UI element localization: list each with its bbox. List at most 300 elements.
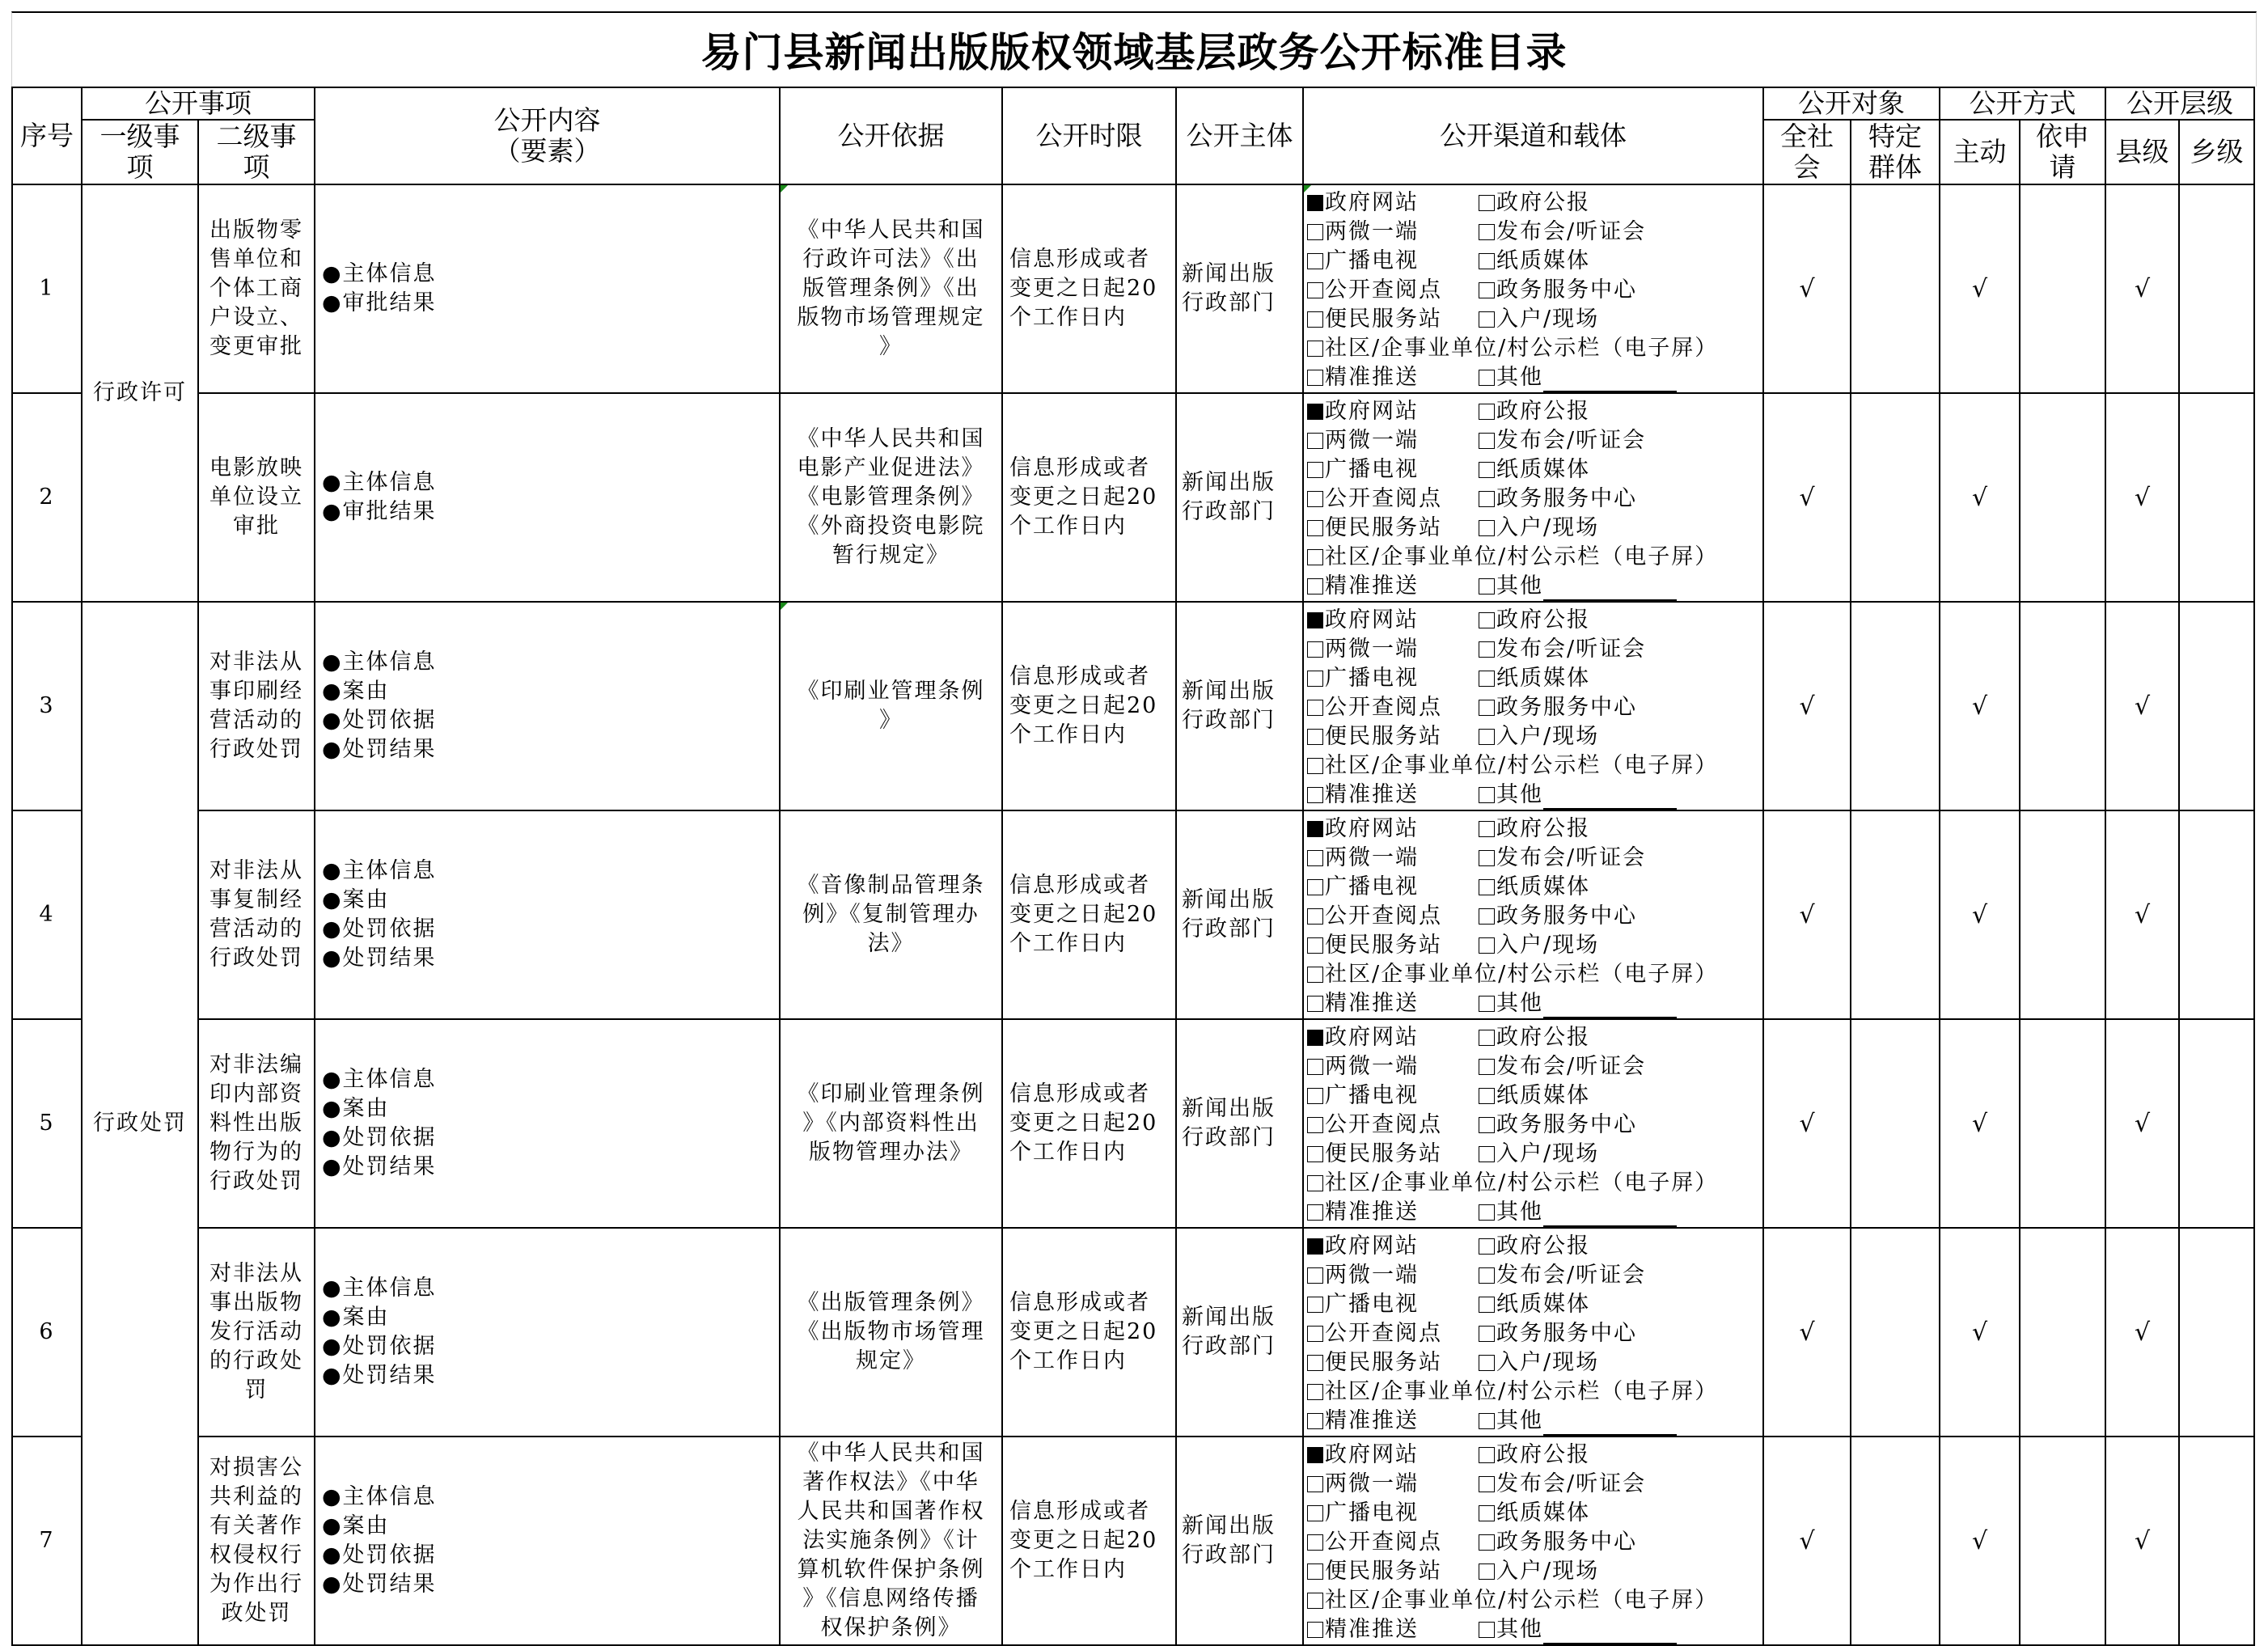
channel-option xyxy=(1307,1141,1442,1166)
checkbox-icon xyxy=(1479,671,1495,687)
channel-option xyxy=(1479,931,1599,960)
time-limit-line: 变更之日起20 xyxy=(1009,1528,1158,1553)
header-level-county: 县级 xyxy=(2105,120,2179,184)
element-item: ●处罚依据 xyxy=(322,916,437,941)
channel-line xyxy=(1307,989,1762,1018)
level2-line: 行政处罚 xyxy=(209,737,303,762)
table-row xyxy=(12,393,2254,602)
element-item: ●处罚依据 xyxy=(322,708,437,733)
time-limit-line: 个工作日内 xyxy=(1009,722,1127,747)
channel-label: 纸质媒体 xyxy=(1496,457,1590,482)
checkbox-icon xyxy=(1307,1413,1323,1429)
checkbox-icon xyxy=(1307,341,1323,357)
channel-label: 公开查阅点 xyxy=(1325,695,1442,720)
checkbox-icon xyxy=(1307,1476,1323,1492)
checkbox-icon xyxy=(1479,1447,1495,1463)
basis-line: 暂行规定》 xyxy=(832,543,950,568)
channel-option xyxy=(1479,1111,1637,1140)
header-level-group: 公开层级 xyxy=(2105,87,2254,120)
checkbox-icon xyxy=(1307,1384,1323,1400)
table-row xyxy=(12,184,2254,393)
table-row xyxy=(12,602,2254,810)
header-audience-specific-line: 特定 xyxy=(1868,121,1922,152)
channel-option xyxy=(1479,1441,1590,1470)
channel-label: 精准推送 xyxy=(1325,573,1419,599)
channel-option xyxy=(1307,1233,1419,1259)
checked-box-icon xyxy=(1307,1030,1323,1046)
channel-label: 两微一端 xyxy=(1325,1263,1419,1288)
channel-label: 发布会/听证会 xyxy=(1496,428,1647,453)
checkbox-icon xyxy=(1307,282,1323,298)
basis-line: 版物管理办法》 xyxy=(809,1140,973,1165)
checkbox-icon xyxy=(1307,462,1323,478)
time-limit-line: 个工作日内 xyxy=(1009,1140,1127,1165)
channel-label: 两微一端 xyxy=(1325,428,1419,453)
time-limit-line: 变更之日起20 xyxy=(1009,1319,1158,1344)
channel-option xyxy=(1479,1528,1637,1557)
header-audience-all-line: 全社 xyxy=(1780,121,1834,152)
level-township-cell xyxy=(2179,1019,2254,1228)
basis-line: 《印刷业管理条例 xyxy=(797,679,985,704)
channel-option xyxy=(1479,873,1590,902)
channel-option xyxy=(1307,1500,1419,1525)
channel-option xyxy=(1307,782,1419,807)
level2-line: 权侵权行 xyxy=(209,1542,303,1568)
level2-line: 罚 xyxy=(244,1377,269,1403)
basis-line: 法》 xyxy=(867,931,915,956)
header-level1 xyxy=(82,120,198,184)
level1-item: 行政处罚 xyxy=(82,602,198,1645)
channel-line xyxy=(1307,572,1762,601)
basis-line: 版物市场管理规定 xyxy=(797,305,985,330)
basis-cell xyxy=(780,602,1002,810)
channel-line xyxy=(1307,397,1762,426)
channel-line xyxy=(1307,1586,1762,1615)
checked-box-icon xyxy=(1307,821,1323,837)
channel-option xyxy=(1307,365,1419,390)
channel-option xyxy=(1307,515,1442,540)
header-audience-all xyxy=(1763,120,1851,184)
basis-line: 版管理条例》《出 xyxy=(802,276,980,301)
channel-label: 公开查阅点 xyxy=(1325,903,1442,929)
channel-option xyxy=(1479,989,1677,1018)
element-item: ●审批结果 xyxy=(322,499,437,524)
channel-option xyxy=(1479,1348,1599,1377)
channel-label: 两微一端 xyxy=(1325,637,1419,662)
channel-label: 社区/企事业单位/村公示栏（电子屏） xyxy=(1325,1379,1719,1404)
checkbox-icon xyxy=(1307,370,1323,386)
channel-option xyxy=(1479,693,1637,722)
channel-option xyxy=(1479,514,1599,543)
channel-option xyxy=(1307,399,1419,424)
time-limit-line: 个工作日内 xyxy=(1009,305,1127,330)
time-limit-line: 变更之日起20 xyxy=(1009,902,1158,927)
row-seq: 5 xyxy=(12,1019,82,1228)
level2-line: 印内部资 xyxy=(209,1081,303,1107)
channel-option xyxy=(1307,1025,1419,1050)
channel-label: 其他 xyxy=(1496,782,1543,807)
checkbox-icon xyxy=(1307,311,1323,328)
channel-label: 精准推送 xyxy=(1325,1408,1419,1433)
checkbox-icon xyxy=(1479,224,1495,240)
channel-line xyxy=(1307,1232,1762,1261)
channel-label: 发布会/听证会 xyxy=(1496,1471,1647,1496)
channel-option xyxy=(1479,572,1677,601)
basis-line: 电影产业促进法》 xyxy=(797,455,985,480)
channel-label: 社区/企事业单位/村公示栏（电子屏） xyxy=(1325,962,1719,987)
level2-line: 有关著作 xyxy=(209,1513,303,1538)
channel-line xyxy=(1307,305,1762,334)
table-row xyxy=(12,1019,2254,1228)
catalog-table xyxy=(11,87,2255,1646)
method-request-cell xyxy=(2020,1437,2105,1645)
basis-line: 算机软件保护条例 xyxy=(797,1557,985,1582)
channel-option xyxy=(1479,363,1677,392)
level2-item xyxy=(198,393,315,602)
basis-line: 行政许可法》《出 xyxy=(802,247,980,272)
time-limit-line: 信息形成或者 xyxy=(1009,1499,1150,1524)
time-limit-line: 变更之日起20 xyxy=(1009,484,1158,510)
header-audience-all-line: 会 xyxy=(1793,151,1821,183)
header-audience-specific xyxy=(1851,120,1940,184)
channel-line xyxy=(1307,1169,1762,1198)
channel-label: 政府网站 xyxy=(1325,1025,1419,1050)
method-request-cell xyxy=(2020,1019,2105,1228)
level2-item xyxy=(198,1019,315,1228)
channel-cell xyxy=(1303,393,1763,602)
checkbox-icon xyxy=(1479,1030,1495,1046)
other-blank-line xyxy=(1543,368,1677,392)
subject-line: 新闻出版 xyxy=(1182,1305,1276,1330)
checkbox-icon xyxy=(1307,641,1323,658)
method-request-cell xyxy=(2020,602,2105,810)
checkbox-icon xyxy=(1479,253,1495,269)
time-limit-line: 个工作日内 xyxy=(1009,931,1127,956)
header-content xyxy=(315,87,780,184)
channel-option xyxy=(1307,1408,1419,1433)
level2-line: 行政处罚 xyxy=(209,946,303,971)
channel-label: 政务服务中心 xyxy=(1496,695,1637,720)
level-county-tick: √ xyxy=(2105,393,2179,602)
checkbox-icon xyxy=(1479,404,1495,420)
checkbox-icon xyxy=(1479,1326,1495,1342)
content-elements xyxy=(315,393,780,602)
element-item: ●主体信息 xyxy=(322,261,437,286)
audience-all-tick: √ xyxy=(1763,1228,1851,1437)
time-limit-cell xyxy=(1002,184,1176,393)
channel-line xyxy=(1307,1377,1762,1407)
channel-label: 政府公报 xyxy=(1496,1442,1590,1467)
checkbox-icon xyxy=(1479,282,1495,298)
channel-label: 发布会/听证会 xyxy=(1496,219,1647,244)
basis-line: 《印刷业管理条例 xyxy=(797,1081,985,1107)
element-item: ●主体信息 xyxy=(322,470,437,495)
level2-line: 对损害公 xyxy=(209,1455,303,1480)
time-limit-cell xyxy=(1002,602,1176,810)
elements-list xyxy=(322,260,437,318)
time-limit-line: 个工作日内 xyxy=(1009,1557,1127,1582)
channel-label: 发布会/听证会 xyxy=(1496,1263,1647,1288)
checkbox-icon xyxy=(1479,612,1495,628)
channel-line xyxy=(1307,1261,1762,1290)
channel-label: 便民服务站 xyxy=(1325,307,1442,332)
channel-label: 精准推送 xyxy=(1325,782,1419,807)
level2-line: 物行为的 xyxy=(209,1140,303,1165)
time-limit-cell xyxy=(1002,1228,1176,1437)
channel-option xyxy=(1307,1054,1419,1079)
time-limit-line: 个工作日内 xyxy=(1009,1348,1127,1373)
checkbox-icon xyxy=(1307,787,1323,803)
channel-label: 入户/现场 xyxy=(1496,1350,1600,1375)
basis-line: 》《信息网络传播 xyxy=(802,1586,980,1611)
level2-line: 出版物零 xyxy=(209,218,303,243)
channel-label: 其他 xyxy=(1496,991,1543,1016)
checkbox-icon xyxy=(1479,520,1495,536)
method-active-tick: √ xyxy=(1940,810,2020,1019)
channel-label: 政府公报 xyxy=(1496,1233,1590,1259)
basis-line: 法实施条例》《计 xyxy=(802,1528,980,1553)
checkbox-icon xyxy=(1479,1622,1495,1638)
channel-label: 两微一端 xyxy=(1325,219,1419,244)
checkbox-icon xyxy=(1479,729,1495,745)
checkbox-icon xyxy=(1307,758,1323,774)
channel-option xyxy=(1307,816,1419,841)
subject-line: 新闻出版 xyxy=(1182,261,1276,286)
content-elements xyxy=(315,184,780,393)
audience-specific-cell xyxy=(1851,1228,1940,1437)
checked-box-icon xyxy=(1307,612,1323,628)
header-method-active: 主动 xyxy=(1940,120,2020,184)
basis-line: 例》《复制管理办 xyxy=(802,902,980,927)
checkbox-icon xyxy=(1479,491,1495,507)
level2-line: 为作出行 xyxy=(209,1572,303,1597)
channel-option xyxy=(1307,1292,1419,1317)
channel-line xyxy=(1307,276,1762,305)
channel-label: 入户/现场 xyxy=(1496,1141,1600,1166)
checkbox-icon xyxy=(1307,996,1323,1012)
channel-option xyxy=(1479,276,1637,305)
channel-option xyxy=(1307,1263,1419,1288)
level2-line: 户设立、 xyxy=(209,305,303,330)
header-seq: 序号 xyxy=(12,87,82,184)
subject-line: 行政部门 xyxy=(1182,916,1276,941)
element-item: ●案由 xyxy=(322,1096,390,1121)
channel-line xyxy=(1307,664,1762,693)
channel-option xyxy=(1307,1617,1419,1642)
header-subject: 公开主体 xyxy=(1176,87,1303,184)
element-item: ●处罚依据 xyxy=(322,1334,437,1359)
channel-option xyxy=(1479,1499,1590,1528)
checkbox-icon xyxy=(1479,578,1495,595)
checkbox-icon xyxy=(1307,671,1323,687)
level2-line: 对非法从 xyxy=(209,858,303,883)
header-level2 xyxy=(198,120,315,184)
row-seq: 1 xyxy=(12,184,82,393)
elements-list xyxy=(322,1274,437,1390)
channel-line xyxy=(1307,1528,1762,1557)
header-method-request-line: 请 xyxy=(2049,151,2076,183)
level2-line: 变更审批 xyxy=(209,334,303,359)
other-blank-line xyxy=(1543,577,1677,601)
subject-cell xyxy=(1176,810,1303,1019)
channel-line xyxy=(1307,844,1762,873)
checkbox-icon xyxy=(1307,1355,1323,1371)
basis-cell xyxy=(780,1019,1002,1228)
time-limit-line: 变更之日起20 xyxy=(1009,1111,1158,1136)
other-blank-line xyxy=(1543,1203,1677,1227)
checkbox-icon xyxy=(1307,253,1323,269)
method-active-tick: √ xyxy=(1940,1228,2020,1437)
elements-list xyxy=(322,648,437,764)
channel-option xyxy=(1307,1559,1442,1584)
header-matter-group: 公开事项 xyxy=(82,87,315,120)
time-limit-cell xyxy=(1002,810,1176,1019)
element-item: ●处罚依据 xyxy=(322,1542,437,1568)
checkbox-icon xyxy=(1479,1534,1495,1551)
header-level1-line: 项 xyxy=(126,151,154,183)
checkbox-icon xyxy=(1479,1355,1495,1371)
basis-cell xyxy=(780,810,1002,1019)
row-seq: 2 xyxy=(12,393,82,602)
audience-specific-cell xyxy=(1851,1437,1940,1645)
channel-option xyxy=(1479,1615,1677,1644)
channel-line xyxy=(1307,1140,1762,1169)
channel-label: 发布会/听证会 xyxy=(1496,637,1647,662)
basis-cell xyxy=(780,184,1002,393)
channel-label: 公开查阅点 xyxy=(1325,486,1442,511)
checkbox-icon xyxy=(1307,1059,1323,1075)
method-active-tick: √ xyxy=(1940,1019,2020,1228)
channel-line xyxy=(1307,426,1762,455)
level-county-tick: √ xyxy=(2105,1437,2179,1645)
channel-option xyxy=(1479,902,1637,931)
checkbox-icon xyxy=(1307,224,1323,240)
channel-option xyxy=(1307,457,1419,482)
channel-option xyxy=(1479,844,1646,873)
channel-option xyxy=(1479,455,1590,484)
channel-option xyxy=(1307,1471,1419,1496)
checked-box-icon xyxy=(1307,1447,1323,1463)
channel-label: 纸质媒体 xyxy=(1496,1500,1590,1525)
basis-line: 人民共和国著作权 xyxy=(797,1499,985,1524)
header-content-line: （要素） xyxy=(493,135,601,167)
channel-label: 入户/现场 xyxy=(1496,933,1600,958)
level2-line: 事印刷经 xyxy=(209,679,303,704)
checkbox-icon xyxy=(1479,370,1495,386)
elements-list xyxy=(322,1483,437,1599)
elements-list xyxy=(322,857,437,973)
level2-item xyxy=(198,1437,315,1645)
checkbox-icon xyxy=(1479,641,1495,658)
channel-line xyxy=(1307,781,1762,810)
content-elements xyxy=(315,602,780,810)
channel-line xyxy=(1307,693,1762,722)
channel-label: 社区/企事业单位/村公示栏（电子屏） xyxy=(1325,1588,1719,1613)
channel-cell xyxy=(1303,1228,1763,1437)
level1-item: 行政许可 xyxy=(82,184,198,602)
level2-line: 个体工商 xyxy=(209,276,303,301)
basis-line: 《中华人民共和国 xyxy=(797,426,985,451)
checkbox-icon xyxy=(1307,879,1323,895)
channel-line xyxy=(1307,363,1762,392)
method-request-cell xyxy=(2020,393,2105,602)
channel-option xyxy=(1307,874,1419,899)
channel-option xyxy=(1307,666,1419,691)
subject-line: 行政部门 xyxy=(1182,1125,1276,1150)
basis-line: 》 xyxy=(879,334,903,359)
level2-line: 共利益的 xyxy=(209,1484,303,1509)
basis-line: 《外商投资电影院 xyxy=(797,514,985,539)
channel-label: 广播电视 xyxy=(1325,874,1419,899)
document-title: 易门县新闻出版版权领域基层政务公开标准目录 xyxy=(700,28,1568,76)
element-item: ●主体信息 xyxy=(322,858,437,883)
channel-option xyxy=(1307,695,1442,720)
channel-label: 精准推送 xyxy=(1325,365,1419,390)
channel-option xyxy=(1479,1261,1646,1290)
checkbox-icon xyxy=(1307,520,1323,536)
method-request-cell xyxy=(2020,184,2105,393)
subject-line: 新闻出版 xyxy=(1182,470,1276,495)
checkbox-icon xyxy=(1307,1088,1323,1104)
channel-line xyxy=(1307,218,1762,247)
channel-label: 精准推送 xyxy=(1325,1617,1419,1642)
header-audience-specific-line: 群体 xyxy=(1868,151,1922,183)
channel-option xyxy=(1479,1140,1599,1169)
level2-line: 电影放映 xyxy=(209,455,303,480)
level2-line: 行政处罚 xyxy=(209,1169,303,1194)
channel-label: 便民服务站 xyxy=(1325,1559,1442,1584)
basis-line: 》 xyxy=(879,708,903,733)
level2-line: 对非法从 xyxy=(209,650,303,675)
channel-option xyxy=(1307,219,1419,244)
channel-line xyxy=(1307,902,1762,931)
channel-line xyxy=(1307,1023,1762,1052)
channel-line xyxy=(1307,188,1762,218)
checkbox-icon xyxy=(1479,787,1495,803)
channel-label: 精准推送 xyxy=(1325,991,1419,1016)
channel-label: 政务服务中心 xyxy=(1496,1321,1637,1346)
time-limit-line: 信息形成或者 xyxy=(1009,873,1150,898)
subject-line: 行政部门 xyxy=(1182,290,1276,315)
level2-line: 单位设立 xyxy=(209,484,303,510)
checkbox-icon xyxy=(1307,1175,1323,1191)
element-item: ●主体信息 xyxy=(322,1276,437,1301)
channel-option xyxy=(1307,1321,1442,1346)
basis-line: 规定》 xyxy=(856,1348,926,1373)
channel-option xyxy=(1479,664,1590,693)
audience-all-tick: √ xyxy=(1763,1437,1851,1645)
checkbox-icon xyxy=(1307,1505,1323,1521)
element-item: ●案由 xyxy=(322,1305,390,1330)
checkbox-icon xyxy=(1479,1563,1495,1580)
channel-label: 两微一端 xyxy=(1325,1054,1419,1079)
header-level2-line: 项 xyxy=(243,151,270,183)
time-limit-line: 变更之日起20 xyxy=(1009,276,1158,301)
subject-line: 行政部门 xyxy=(1182,1542,1276,1568)
level-county-tick: √ xyxy=(2105,1019,2179,1228)
content-elements xyxy=(315,810,780,1019)
method-active-tick: √ xyxy=(1940,602,2020,810)
checkbox-icon xyxy=(1479,879,1495,895)
checkbox-icon xyxy=(1479,937,1495,954)
channel-label: 入户/现场 xyxy=(1496,307,1600,332)
header-basis: 公开依据 xyxy=(780,87,1002,184)
channel-option xyxy=(1307,428,1419,453)
checkbox-icon xyxy=(1479,1267,1495,1284)
element-item: ●处罚结果 xyxy=(322,1363,437,1388)
channel-label: 政府公报 xyxy=(1496,399,1590,424)
header-audience-group: 公开对象 xyxy=(1763,87,1940,120)
